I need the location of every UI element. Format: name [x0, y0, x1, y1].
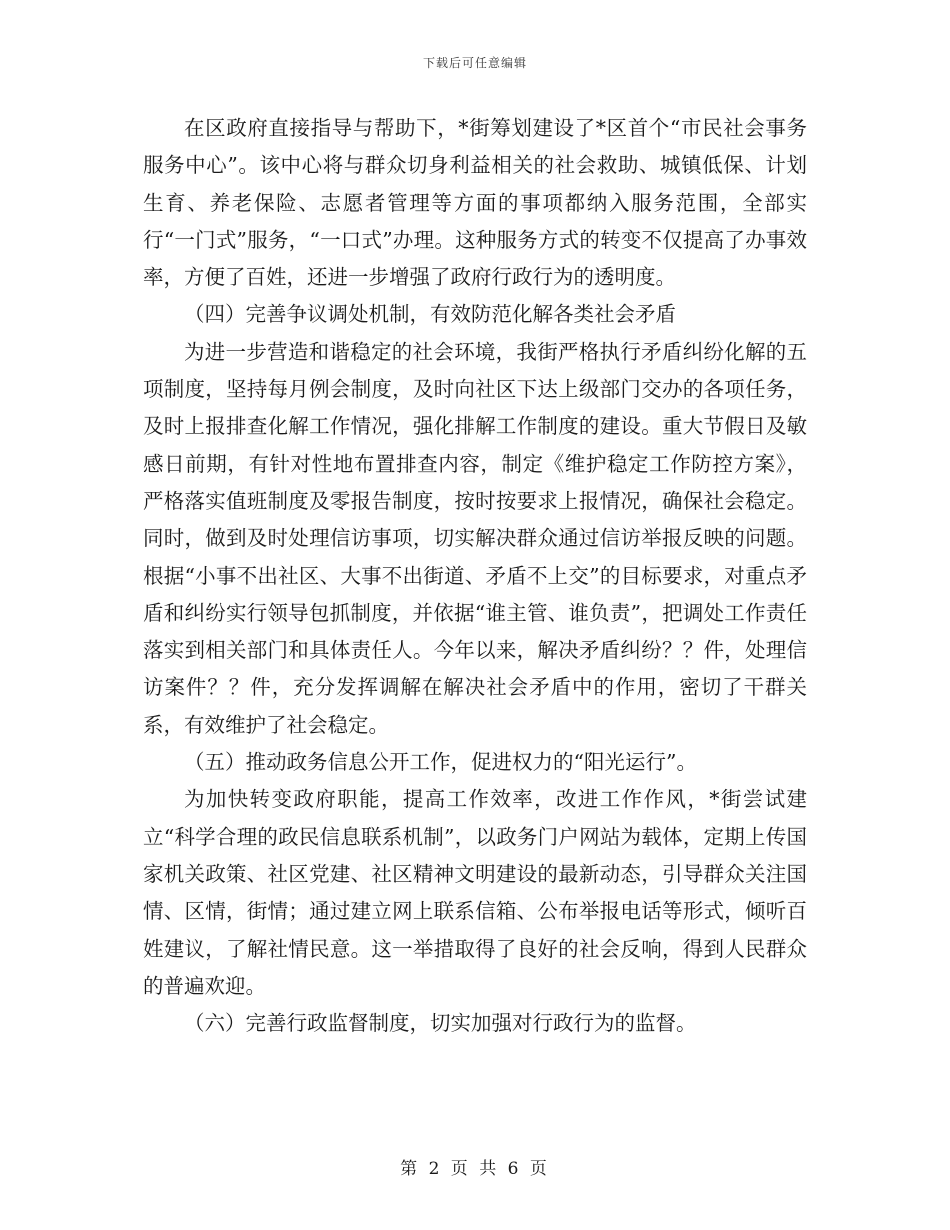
page-number-footer: 第 2 页 共 6 页 — [400, 1159, 550, 1179]
section-heading: （五）推动政务信息公开工作，促进权力的“阳光运行”。 — [184, 750, 697, 775]
body-paragraph: 为加快转变政府职能，提高工作效率，改进工作作风，*街尝试建立“科学合理的政民信息联系机制”，以政务门户网站为载体，定期上传国家机关政策、社区党建、社区精神文明建设的最新动态，引导群众关注国情、区情，街情；通过建立网上联系信箱、公布举报电话等形式，倾听百姓建议，了解社情民意。这一举措取得了良好的社会反响，得到人民群众的普遍欢迎。 — [143, 787, 807, 998]
document-body — [143, 110, 807, 1042]
header-note: 下载后可任意编辑 — [422, 56, 527, 70]
section-heading: （四）完善争议调处机制，有效防范化解各类社会矛盾 — [184, 302, 676, 327]
body-paragraph: 为进一步营造和谐稳定的社会环境，我街严格执行矛盾纠纷化解的五项制度，坚持每月例会制度，及时向社区下达上级部门交办的各项任务，及时上报排查化解工作情况，强化排解工作制度的建设。重大节假日及敏感日前期，有针对性地布置排查内容，制定《维护稳定工作防控方案》，严格落实值班制度及零报告制度，按时按要求上报情况，确保社会稳定。同时，做到及时处理信访事项，切实解决群众通过信访举报反映的问题。根据“小事不出社区、大事不出街道、矛盾不上交”的目标要求，对重点矛盾和纠纷实行领导包抓制度，并依据“谁主管、谁负责”，把调处工作责任落实到相关部门和具体责任人。今年以来，解决矛盾纠纷？？件，处理信访案件？？件，充分发挥调解在解决社会矛盾中的作用，密切了干群关系，有效维护了社会稳定。 — [143, 339, 807, 737]
section-heading: （六）完善行政监督制度，切实加强对行政行为的监督。 — [184, 1011, 697, 1036]
body-paragraph: 在区政府直接指导与帮助下，*街筹划建设了*区首个“市民社会事务服务中心”。该中心将与群众切身利益相关的社会救助、城镇低保、计划生育、养老保险、志愿者管理等方面的事项都纳入服务范围，全部实行“一门式”服务，“一口式”办理。这种服务方式的转变不仅提高了办事效率，方便了百姓，还进一步增强了政府行政行为的透明度。 — [143, 116, 807, 290]
